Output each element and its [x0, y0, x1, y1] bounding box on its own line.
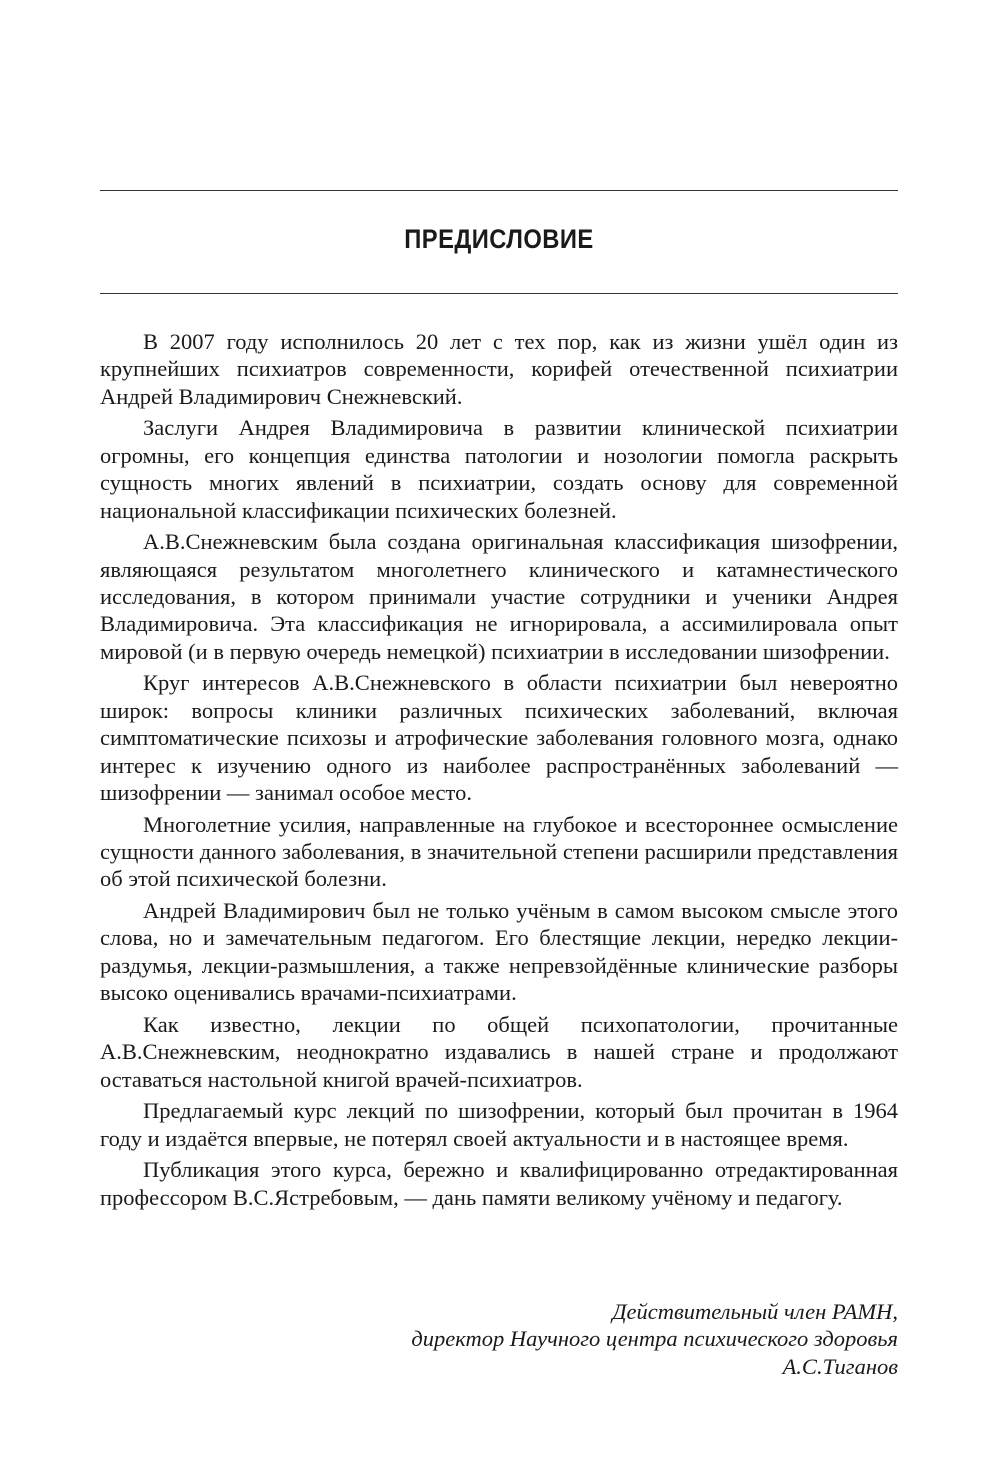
paragraph: В 2007 году исполнилось 20 лет с тех пор, как из жизни ушёл один из крупнейших психиатров современности, корифей отечественной психиатрии Андрей Владимирович Снежневский.	[100, 329, 898, 409]
page-title: ПРЕДИСЛОВИЕ	[404, 224, 594, 254]
signature-block	[100, 1298, 898, 1380]
top-rule	[100, 190, 898, 191]
paragraph: Публикация этого курса, бережно и квалифицированно отредактированная профессором В.С.Ястребовым, — дань памяти великому учёному и педагогу.	[100, 1157, 898, 1210]
bottom-rule	[100, 293, 898, 294]
preface-body	[100, 328, 898, 1215]
paragraph: Предлагаемый курс лекций по шизофрении, который был прочитан в 1964 году и издаётся впервые, не потерял своей актуальности и в настоящее время.	[100, 1098, 898, 1151]
paragraph: Андрей Владимирович был не только учёным в самом высоком смысле этого слова, но и замечательным педагогом. Его блестящие лекции, нередко лекции-раздумья, лекции-размышления, а также непревзойдённые клинические разборы высоко оценивались врачами-психиатрами.	[100, 898, 898, 1006]
paragraph: Круг интересов А.В.Снежневского в области психиатрии был невероятно широк: вопросы клиники различных психических заболеваний, включая симптоматические психозы и атрофические заболевания головного мозга, однако интерес к изучению одного из наиболее распространённых заболеваний — шизофрении — занимал особое место.	[100, 670, 898, 806]
signature-position: директор Научного центра психического здоровья	[411, 1326, 898, 1352]
paragraph: Заслуги Андрея Владимировича в развитии клинической психиатрии огромны, его концепция единства патологии и нозологии помогла раскрыть сущность многих явлений в психиатрии, создать основу для современной национальной классификации психических болезней.	[100, 415, 898, 523]
signature-name: А.С.Тиганов	[782, 1353, 898, 1379]
paragraph: Как известно, лекции по общей психопатологии, прочитанные А.В.Снежневским, неоднократно издавались в нашей стране и продолжают оставаться настольной книгой врачей-психиатров.	[100, 1011, 898, 1092]
signature-title: Действительный член РАМН,	[612, 1299, 898, 1324]
paragraph: А.В.Снежневским была создана оригинальная классификация шизофрении, являющаяся результатом многолетнего клинического и катамнестического исследования, в котором принимали участие сотрудники и ученики Андрея Владимировича. Эта классификация не игнорировала, а ассимилировала опыт мировой (и в первую очередь немецкой) психиатрии в исследовании шизофрении.	[100, 529, 898, 664]
paragraph: Многолетние усилия, направленные на глубокое и всестороннее осмысление сущности данного заболевания, в значительной степени расширили представления об этой психической болезни.	[100, 811, 898, 892]
